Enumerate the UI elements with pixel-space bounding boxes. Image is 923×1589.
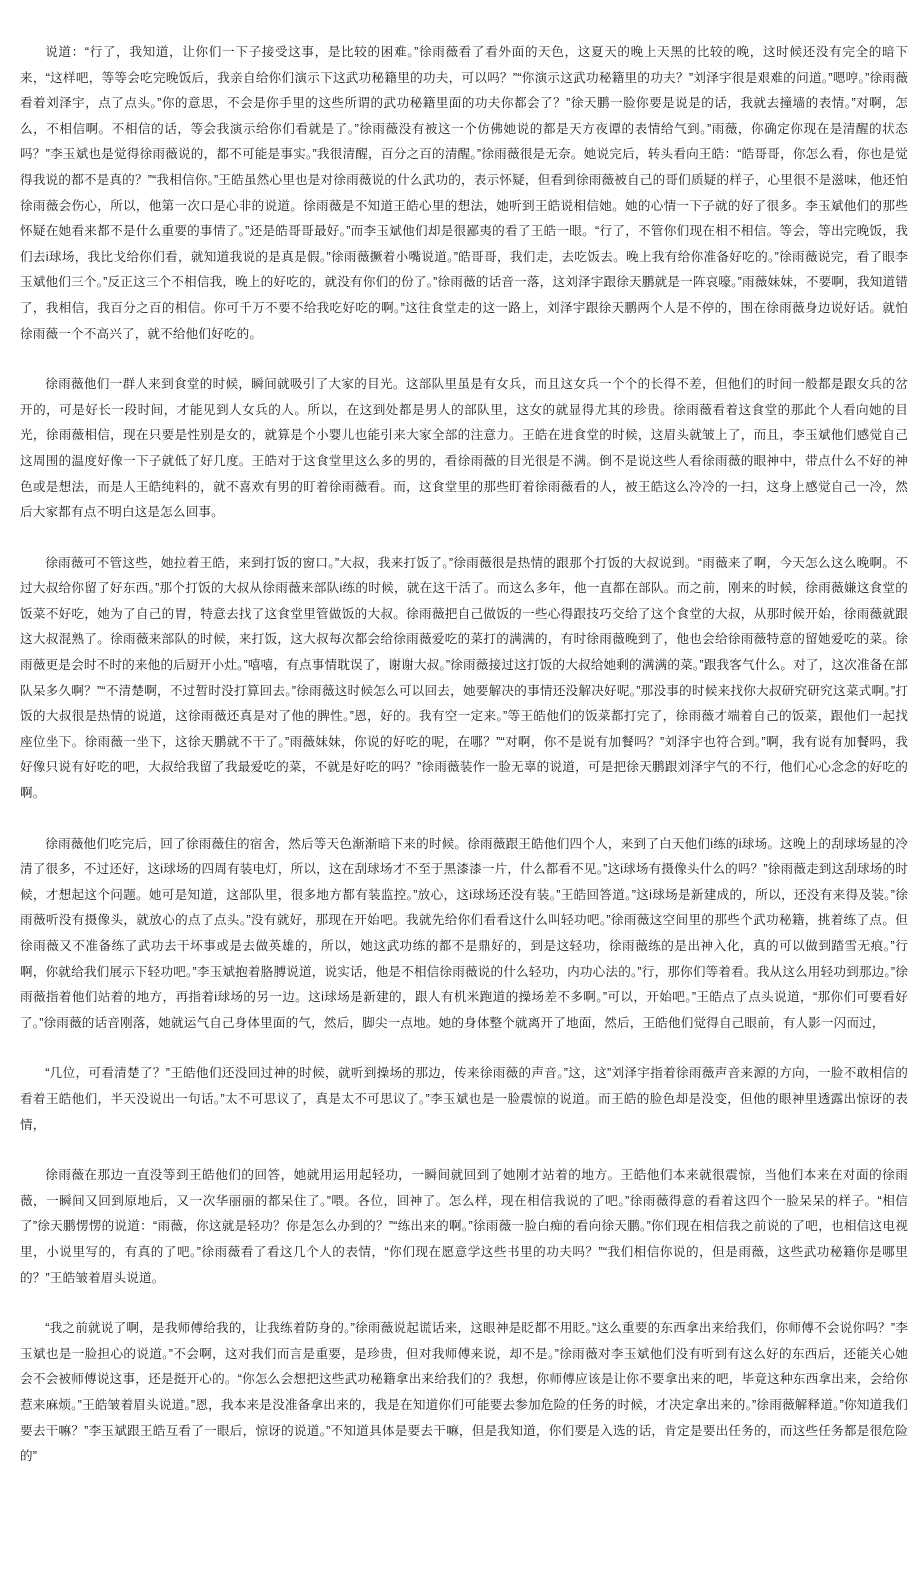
paragraph: “几位，可看清楚了？”王皓他们还没回过神的时候，就听到操场的那边，传来徐雨薇的声音。”这，这”刘泽宇指着徐雨薇声音来源的方向，一脸不敢相信的看着王皓他们，半天没说出一句话。”太不可思议了，真是太不可思议了。”李玉斌也是一脸震惊的说道。而王皓的脸色却是没变，但他的眼神里透露出惊讶的表情，	[20, 1066, 908, 1132]
paragraph: 徐雨薇他们吃完后，回了徐雨薇住的宿舍，然后等天色渐渐暗下来的时候。徐雨薇跟王皓他们四个人，来到了白天他们i练的i球场。这晚上的刮球场显的冷清了很多，不过还好，这i球场的四周有装电灯，所以，这在刮球场才不至于黑漆漆一片，什么都看不见。”这i球场有摄像头什么的吗？”徐雨薇走到这刮球场的时候，才想起这个问题。她可是知道，这部队里，很多地方都有装监控。”放心，这i球场还没有装。”王皓回答道。”这i球场是新建成的，所以，还没有来得及装。”徐雨薇听没有摄像头，就放心的点了点头。”没有就好，那现在开始吧。我就先给你们看看这什么叫轻功吧。”徐雨薇这空间里的那些个武功秘籍，挑着练了点。但徐雨薇又不准备练了武功去干坏事或是去做英雄的，所以，她这武功练的都不是鼎好的，到是这轻功，徐雨薇练的是出神入化，真的可以做到踏雪无痕。”行啊，你就给我们展示下轻功吧。”李玉斌抱着胳膊说道，说实话，他是不相信徐雨薇说的什么轻功，内功心法的。”行，那你们等着看。我从这么用轻功到那边。”徐雨薇指着他们站着的地方，再指着i球场的另一边。这i球场是新建的，跟人有机米跑道的操场差不多啊。”可以，开始吧。”王皓点了点头说道，“那你们可要看好了。”徐雨薇的话音刚落，她就运气自己身体里面的气，然后，脚尖一点地。她的身体整个就离开了地面，然后，王皓他们觉得自己眼前，有人影一闪而过，	[20, 836, 908, 1030]
paragraph: 徐雨薇他们一群人来到食堂的时候，瞬间就吸引了大家的目光。这部队里虽是有女兵，而且这女兵一个个的长得不差，但他们的时间一般都是跟女兵的岔开的，可是好长一段时间，才能见到人女兵的人。所以，在这到处都是男人的部队里，这女的就显得尤其的珍贵。徐雨薇看着这食堂的那此个人看向她的目光，徐雨薇相信，现在只要是性别是女的，就算是个小婴儿也能引来大家全部的注意力。王皓在进食堂的时候，这眉头就皱上了，而且，李玉斌他们感觉自己这周围的温度好像一下子就低了好几度。王皓对于这食堂里这么多的男的，看徐雨薇的目光很是不满。倒不是说这些人看徐雨薇的眼神中，带点什么不好的神色或是想法，而是人王皓纯料的，就不喜欢有男的盯着徐雨薇看。而，这食堂里的那些盯着徐雨薇看的人，被王皓这么冷冷的一扫，这身上感觉自己一冷，然后大家都有点不明白这是怎么回事。	[20, 377, 908, 520]
paragraph: 说道：“行了，我知道，让你们一下子接受这事，是比较的困难。”徐雨薇看了看外面的天色，这夏天的晚上天黑的比较的晚，这时候还没有完全的暗下来，“这样吧，等等会吃完晚饭后，我亲自给你们演示下这武功秘籍里的功夫，可以吗？”“你演示这武功秘籍里的功夫？”刘泽宇很是艰难的问道。”嗯哼。”徐雨薇看着刘泽宇，点了点头。”你的意思，不会是你手里的这些所谓的武功秘籍里面的功夫你都会了？”徐天鹏一脸你要是说是的话，我就去撞墙的表情。”对啊，怎么，不相信啊。不相信的话，等会我演示给你们看就是了。”徐雨薇没有被这一个仿佛她说的都是天方夜谭的表情给气到。”雨薇，你确定你现在是清醒的状态吗？”李玉斌也是觉得徐雨薇说的，都不可能是事实。”我很清醒，百分之百的清醒。”徐雨薇很是无奈。她说完后，转头看向王皓：“皓哥哥，你怎么看，你也是觉得我说的都不是真的？”“我相信你。”王皓虽然心里也是对徐雨薇说的什么武功的，表示怀疑，但看到徐雨薇被自己的哥们质疑的样子，心里很不是滋味，他还怕徐雨薇会伤心，所以，他第一次口是心非的说道。徐雨薇是不知道王皓心里的想法，她听到王皓说相信她。她的心情一下子就的好了很多。李玉斌他们的那些怀疑在她看来都不是什么重要的事情了。”还是皓哥哥最好。”而李玉斌他们却是很鄙夷的看了王皓一眼。“行了，不管你们现在相不相信。等会，等出完晚饭，我们去i球场，我比戈给你们看，就知道我说的是真是假。”徐雨薇撅着小嘴说道。”皓哥哥，我们走，去吃饭去。晚上我有给你准备好吃的。”徐雨薇说完，看了眼李玉斌他们三个。”反正这三个不相信我，晚上的好吃的，就没有你们的份了。”徐雨薇的话音一落，这刘泽宇跟徐天鹏就是一阵哀嚎。”雨薇妹妹，不要啊，我知道错了，我相信，我百分之百的相信。你可千万不要不给我吃好吃的啊。”这往食堂走的这一路上，刘泽宇跟徐天鹏两个人是不停的，围在徐雨薇身边说好话。就怕徐雨薇一个不高兴了，就不给他们好吃的。	[20, 45, 908, 341]
paragraph: 徐雨薇在那边一直没等到王皓他们的回答，她就用运用起轻功，一瞬间就回到了她刚才站着的地方。王皓他们本来就很震惊，当他们本来在对面的徐雨薇，一瞬间又回到原地后，又一次华丽丽的都呆住了。”喂。各位，回神了。怎么样，现在相信我说的了吧。”徐雨薇得意的看着这四个一脸呆呆的样子。“相信了”徐天鹏愣愣的说道：“雨薇，你这就是轻功？你是怎么办到的？”“练出来的啊。”徐雨薇一脸白痴的看向徐天鹏。”你们现在相信我之前说的了吧，也相信这电视里，小说里写的，有真的了吧。”徐雨薇看了看这几个人的表情，“你们现在愿意学这些书里的功夫吗？”“我们相信你说的，但是雨薇，这些武功秘籍你是哪里的？”王皓皱着眉头说道。	[20, 1168, 908, 1285]
paragraph: “我之前就说了啊，是我师傅给我的，让我练着防身的。”徐雨薇说起谎话来，这眼神是眨都不用眨。”这么重要的东西拿出来给我们，你师傅不会说你吗？”李玉斌也是一脸担心的说道。”不会啊，这对我们而言是重要，是珍贵，但对我师傅来说，却不是。”徐雨薇对李玉斌他们没有听到有这么好的东西后，还能关心她会不会被师傅说这事，还是挺开心的。“你怎么会想把这些武功秘籍拿出来给我们的？我想，你师傅应该是让你不要拿出来的吧，毕竟这种东西拿出来，会给你惹来麻烦。”王皓皱着眉头说道。”恩，我本来是没准备拿出来的，我是在知道你们可能要去参加危险的任务的时候，才决定拿出来的。”徐雨薇解释道。”你知道我们要去干嘛？”李玉斌跟王皓互看了一眼后，惊讶的说道。”不知道具体是要去干嘛，但是我知道，你们要是入选的话，肯定是要出任务的，而这些任务都是很危险的”	[20, 1321, 908, 1464]
paragraph: 徐雨薇可不管这些，她拉着王皓，来到打饭的窗口。”大叔，我来打饭了。”徐雨薇很是热情的跟那个打饭的大叔说到。“雨薇来了啊，今天怎么这么晚啊。不过大叔给你留了好东西。”那个打饭的大叔从徐雨薇来部队i练的时候，就在这干活了。而这么多年，他一直都在部队。而之前，刚来的时候，徐雨薇嫌这食堂的饭菜不好吃，她为了自己的胃，特意去找了这食堂里管做饭的大叔。徐雨薇把自己做饭的一些心得跟技巧交给了这个食堂的大叔，从那时候开始，徐雨薇就跟这大叔混熟了。徐雨薇来部队的时候，来打饭，这大叔每次都会给徐雨薇爱吃的菜打的满满的，有时徐雨薇晚到了，他也会给徐雨薇特意的留她爱吃的菜。徐雨薇更是会时不时的来他的后厨开小灶。”嘻嘻，有点事情耽误了，谢谢大叔。”徐雨薇接过这打饭的大叔给她剩的满满的菜。”跟我客气什么。对了，这次准备在部队呆多久啊？”“不清楚啊，不过暂时没打算回去。”徐雨薇这时候怎么可以回去，她要解决的事情还没解决好呢。”那没事的时候来找你大叔研究研究这菜式啊。”打饭的大叔很是热情的说道，这徐雨薇还真是对了他的脾性。”恩，好的。我有空一定来。”等王皓他们的饭菜都打完了，徐雨薇才端着自己的饭菜，跟他们一起找座位坐下。徐雨薇一坐下，这徐天鹏就不干了。”雨薇妹妹，你说的好吃的呢，在哪？”“对啊，你不是说有加餐吗？”刘泽宇也符合到。”啊，我有说有加餐吗，我好像只说有好吃的吧，大叔给我留了我最爱吃的菜，不就是好吃的吗？”徐雨薇装作一脸无辜的说道，可是把徐天鹏跟刘泽宇气的不行，他们心心念念的好吃的啊。	[20, 555, 908, 801]
article-body	[20, 40, 908, 1470]
top-blank-bar	[0, 0, 923, 30]
